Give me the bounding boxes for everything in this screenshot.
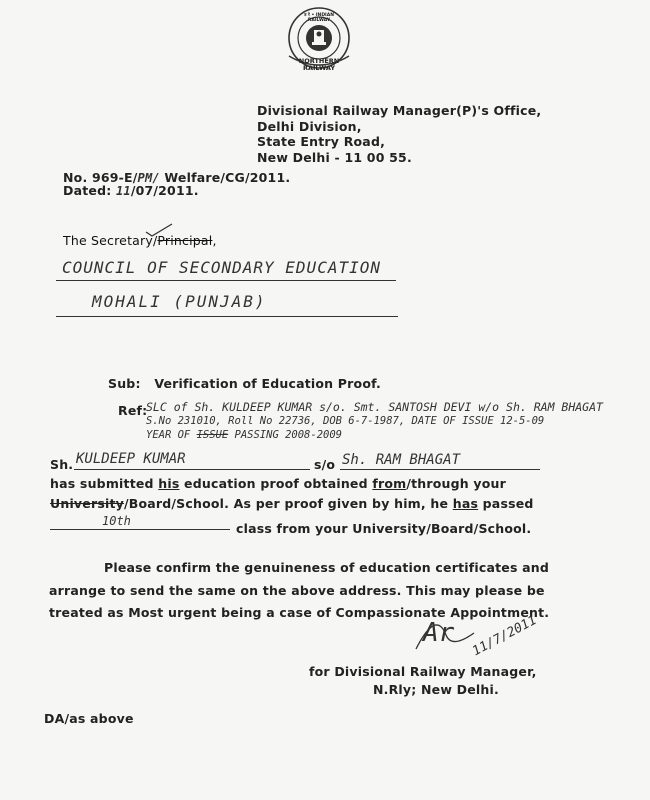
date-day-handwritten: 11 [115,184,131,198]
body-line-3-a: /Board/School. As per proof given by him, he [123,496,453,511]
body-so-label: s/o [314,457,336,472]
body-sh-label: Sh. [50,457,74,472]
reference-struck-word: ISSUE [196,429,229,441]
address-line-3: State Entry Road, [257,134,386,149]
logo-bottom-text: NORTHERN RAILWAY [298,57,340,72]
reference-label: Ref: [118,403,148,418]
subject-line [108,376,381,391]
body-line-3 [50,496,534,511]
northern-railway-logo [279,4,359,84]
body-line-2-his: his [158,476,180,491]
address-line-4: New Delhi - 11 00 55. [257,150,412,165]
recipient-underline-2 [56,316,398,317]
tick-mark-icon [144,222,174,238]
subject-label: Sub: [108,376,141,391]
reference-line-1: SLC of Sh. KULDEEP KUMAR s/o. Smt. SANTOSH DEVI w/o Sh. RAM BHAGAT [146,400,603,414]
reference-passing-year: PASSING 2008-2009 [228,429,342,441]
signature-date: 11/7/2011 [470,612,540,660]
recipient-prefix: The Secretary/ [63,233,158,248]
recipient-comma: , [212,233,217,248]
student-name: KULDEEP KUMAR [76,451,186,467]
class-underline [50,529,230,530]
letter-number-prefix: No. 969-E/ [63,170,138,185]
closing-line-3: treated as Most urgent being a case of Compassionate Appointment. [49,605,550,620]
closing-line-2: arrange to send the same on the above address. This may please be [49,583,545,598]
body-line-3-has: has [452,496,479,511]
body-line-3-struck: University [50,496,124,511]
recipient-title [63,233,217,248]
reference-line-3 [146,429,342,441]
letter-number-suffix: Welfare/CG/2011. [159,170,291,185]
recipient-line-1: COUNCIL OF SECONDARY EDUCATION [62,258,381,277]
signatory-for-line: for Divisional Railway Manager, [309,664,537,679]
student-name-underline [74,469,310,470]
signature-initials: Ar [423,618,455,648]
father-name-underline [340,469,540,470]
subject-text: Verification of Education Proof. [154,376,382,391]
body-line-2-a: has submitted [50,476,159,491]
logo-top-text: उ रे • INDIAN RAILWAY [304,13,334,23]
letter-number-handwritten: PM/ [137,171,160,185]
letter-date [63,183,199,198]
address-line-1: Divisional Railway Manager(P)'s Office, [257,103,542,118]
class-value: 10th [102,514,131,528]
closing-line-1: Please confirm the genuineness of education certificates and [104,560,550,575]
recipient-struck-word: Principal [157,233,213,248]
reference-year-label: YEAR OF [146,429,197,441]
address-line-2: Delhi Division, [257,119,362,134]
body-line-2-c: /through your [406,476,507,491]
body-line-2-from: from [372,476,407,491]
date-label: Dated: [63,183,116,198]
date-suffix: /07/2011. [130,183,199,198]
body-line-4: class from your University/Board/School. [236,521,532,536]
reference-line-2: S.No 231010, Roll No 22736, DOB 6-7-1987, DATE OF ISSUE 12-5-09 [146,415,545,427]
enclosure-note: DA/as above [44,711,134,726]
body-line-2 [50,476,506,491]
signatory-location: N.Rly; New Delhi. [373,682,499,697]
recipient-underline-1 [56,280,396,281]
body-line-3-b: passed [478,496,534,511]
body-line-2-b: education proof obtained [179,476,373,491]
signature-stroke-icon [410,615,480,655]
recipient-line-2: MOHALI (PUNJAB) [92,292,267,311]
father-name: Sh. RAM BHAGAT [342,452,461,468]
